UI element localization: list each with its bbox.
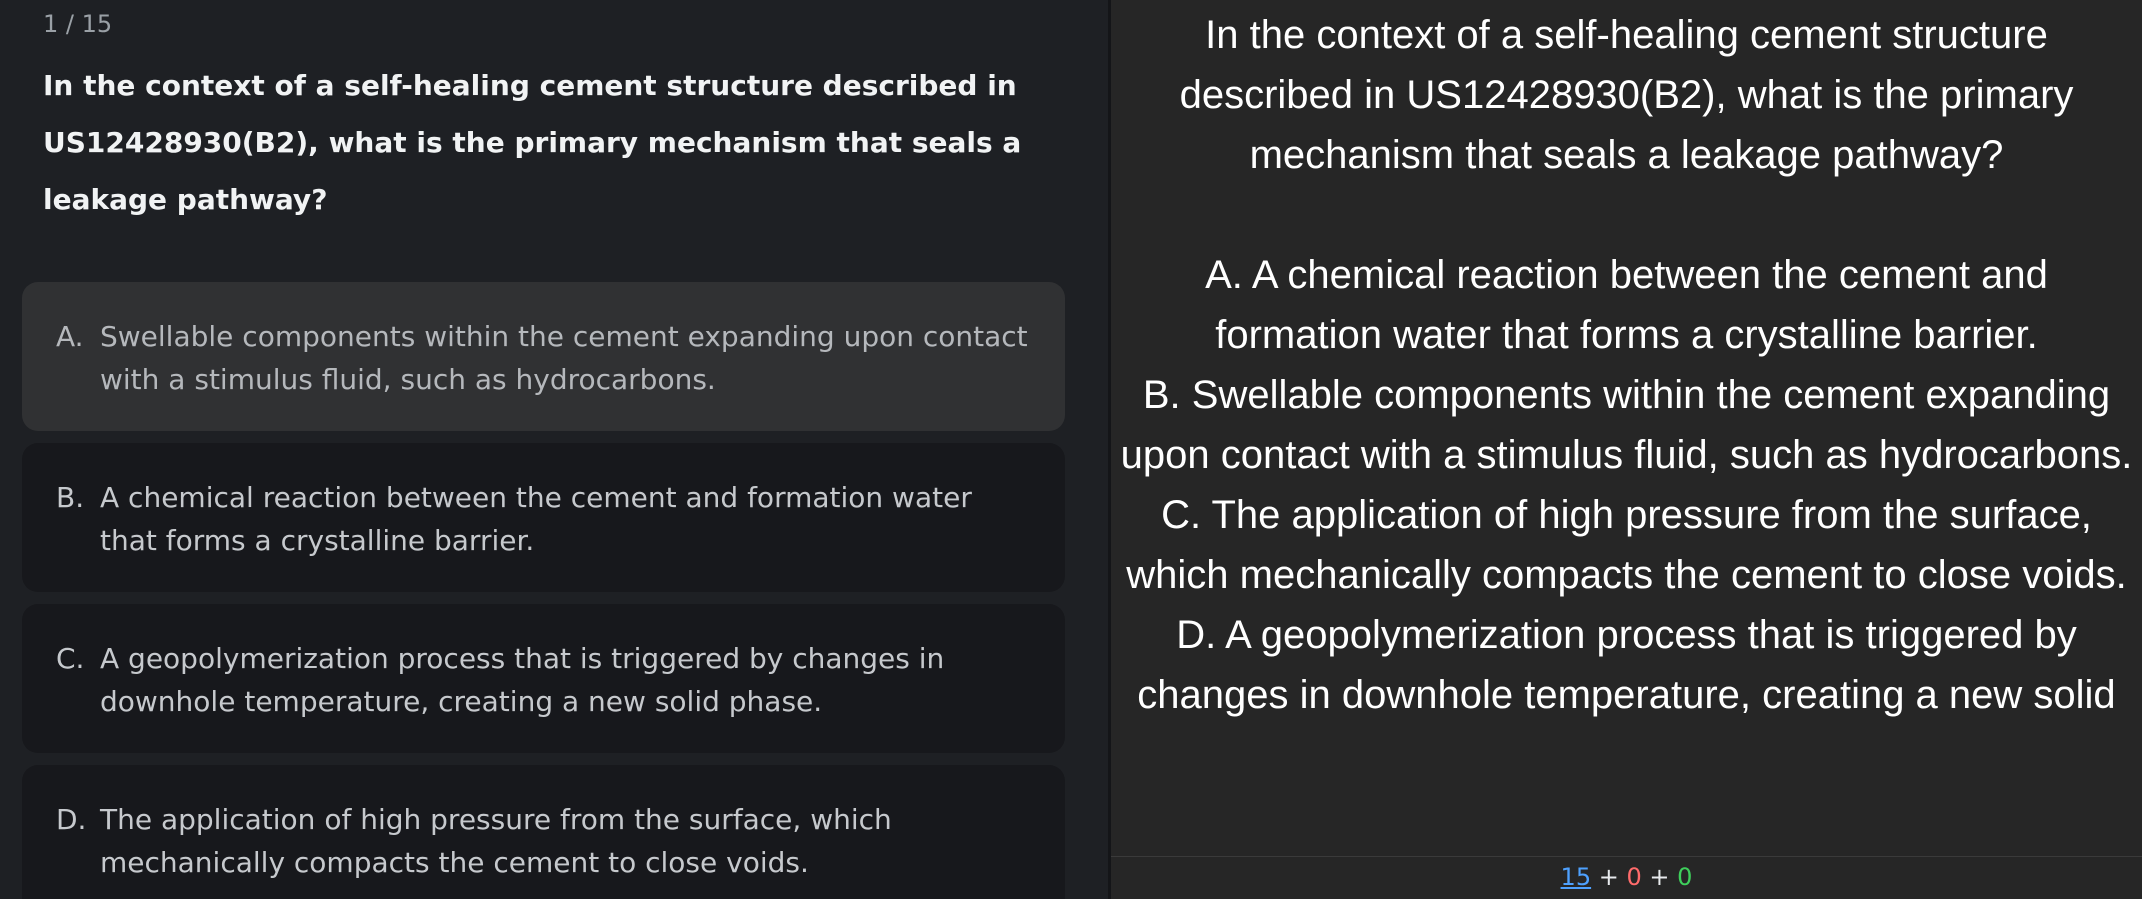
preview-option-b: B. Swellable components within the cement expanding upon contact with a stimulus fluid, such as hydrocarbons.	[1120, 373, 2133, 477]
option-b[interactable]	[22, 443, 1065, 592]
question-counter: 1 / 15	[43, 10, 113, 38]
preview-panel	[1111, 0, 2142, 856]
score-footer	[1111, 856, 2142, 899]
preview-option-a: A. A chemical reaction between the cement and formation water that forms a crystalline barrier.	[1205, 253, 2048, 357]
option-text: Swellable components within the cement expanding upon contact with a stimulus fluid, such as hydrocarbons.	[100, 320, 1028, 396]
preview-option-d: D. A geopolymerization process that is triggered by changes in downhole temperature, creating a new solid	[1137, 613, 2116, 717]
plus-sign: +	[1649, 863, 1670, 891]
option-text: A chemical reaction between the cement and formation water that forms a crystalline barrier.	[100, 481, 972, 557]
option-letter: B.	[56, 481, 85, 514]
option-text: The application of high pressure from the surface, which mechanically compacts the cement to close voids.	[100, 803, 892, 879]
preview-content	[1111, 5, 2142, 725]
total-count-link[interactable]: 15	[1560, 863, 1592, 891]
option-text: A geopolymerization process that is triggered by changes in downhole temperature, creating a new solid phase.	[100, 642, 945, 718]
answer-options	[22, 282, 1065, 899]
option-letter: D.	[56, 803, 87, 836]
option-d[interactable]	[22, 765, 1065, 899]
option-letter: A.	[56, 320, 84, 353]
option-letter: C.	[56, 642, 85, 675]
option-c[interactable]	[22, 604, 1065, 753]
question-text: In the context of a self-healing cement structure described in US12428930(B2), what is the primary mechanism that seals a leakage pathway?	[43, 69, 1022, 216]
option-a[interactable]	[22, 282, 1065, 431]
plus-sign: +	[1598, 863, 1619, 891]
wrong-count: 0	[1626, 863, 1642, 891]
skipped-count: 0	[1677, 863, 1693, 891]
preview-question: In the context of a self-healing cement structure described in US12428930(B2), what is the primary mechanism that seals a leakage pathway?	[1179, 13, 2074, 177]
preview-option-c: C. The application of high pressure from the surface, which mechanically compacts the cement to close voids.	[1126, 493, 2127, 597]
